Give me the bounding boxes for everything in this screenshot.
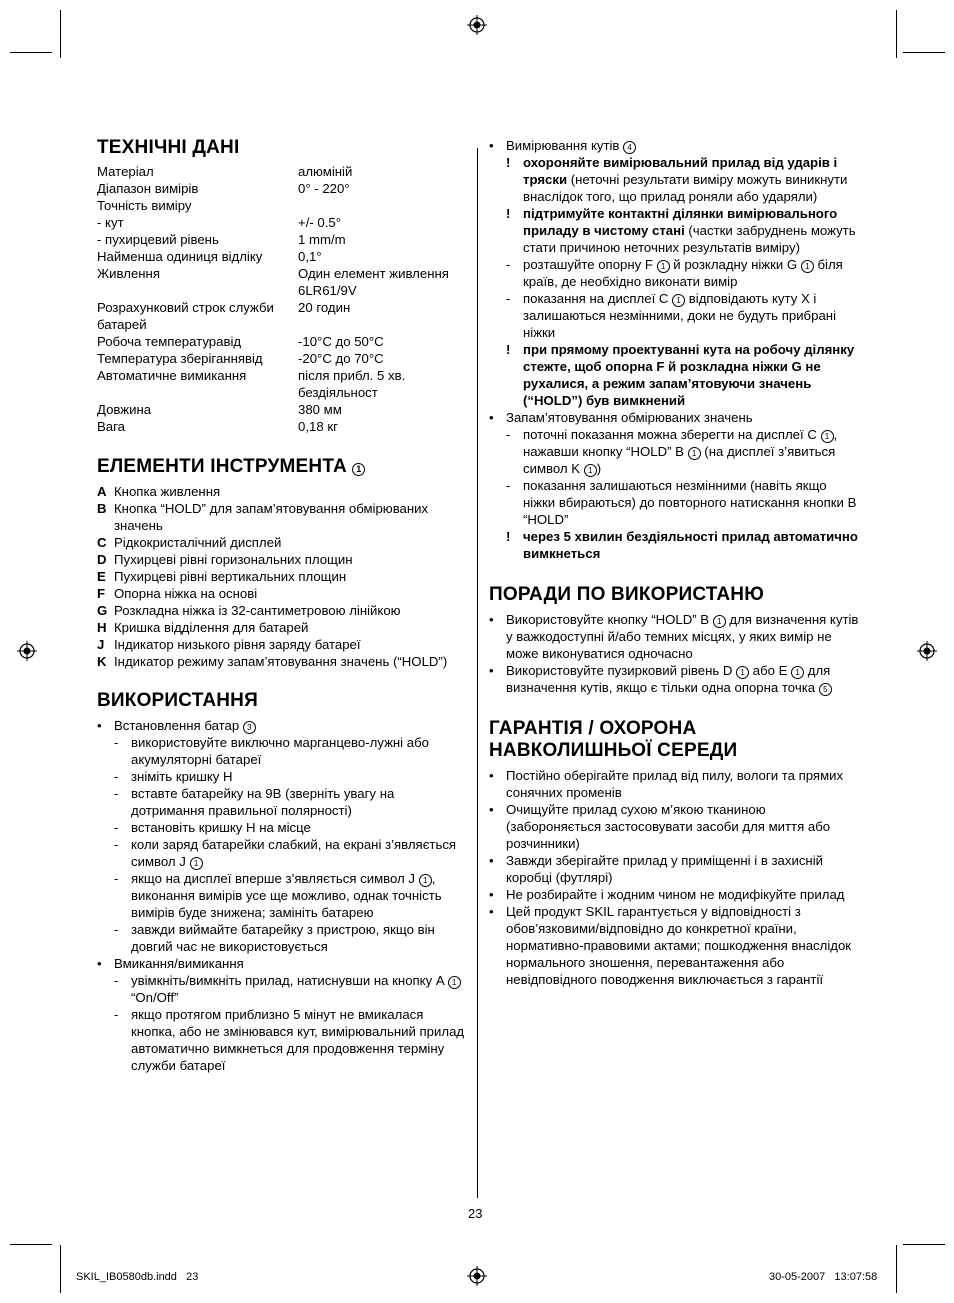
- spec-value: 20 годин: [298, 300, 351, 315]
- element-text: Розкладна ніжка із 32-сантиметровою лінійкою: [114, 603, 401, 618]
- list-item: - увімкніть/вимкніть прилад, натиснувши на кнопку A 1 “On/Off”: [97, 972, 469, 1006]
- column-divider: [477, 148, 478, 1198]
- figure-ref: 1: [791, 666, 804, 679]
- spec-key: - пухирцевий рівень: [97, 232, 219, 247]
- page-number: 23: [468, 1206, 483, 1221]
- usage-heading: ВИКОРИСТАННЯ: [97, 690, 258, 711]
- tech-data-heading: ТЕХНІЧНІ ДАНІ: [97, 137, 240, 158]
- element-letter: C: [97, 535, 107, 550]
- list-item: • Завжди зберігайте прилад у приміщенні і в захисній коробці (футлярі): [489, 852, 861, 886]
- spec-row: [97, 418, 469, 435]
- figure-ref: 1: [736, 666, 749, 679]
- element-letter: J: [97, 637, 105, 652]
- spec-key: Діапазон вимірів: [97, 181, 199, 196]
- spec-table: [97, 163, 469, 435]
- spec-row: [97, 367, 469, 401]
- element-letter: K: [97, 654, 107, 669]
- warning-item: ! охороняйте вимірювальний прилад від ударів і тряски (неточні результати виміру можуть виникнути внаслідок того, що прилад роняли або ударяли): [506, 155, 848, 204]
- spec-key: Робоча температуравід: [97, 334, 242, 349]
- list-item: • Очищуйте прилад сухою м’якою тканиною (забороняється застосовувати засоби для миття або розчинники): [489, 801, 861, 852]
- tool-elements-title: ЕЛЕМЕНТИ ІНСТРУМЕНТА: [97, 456, 347, 477]
- spec-key: Вага: [97, 419, 125, 434]
- list-item: • Вмикання/вимикання: [97, 955, 469, 972]
- element-letter: E: [97, 569, 106, 584]
- list-item: [97, 568, 469, 585]
- usage-section: [97, 717, 469, 1074]
- tips-section: [489, 611, 861, 696]
- list-item: [97, 636, 469, 653]
- spec-value: після прибл. 5 хв. бездіяльност: [298, 368, 406, 400]
- list-item: • Запам’ятовування обмірюваних значень: [489, 409, 861, 426]
- right-column: [489, 137, 861, 988]
- list-item: [97, 483, 469, 500]
- crop-mark: [903, 1244, 945, 1245]
- tips-heading: ПОРАДИ ПО ВИКОРИСТАНЮ: [489, 584, 765, 605]
- list-item: [97, 534, 469, 551]
- list-item: - якщо на дисплеї вперше з’являється символ J 1 , виконання вимірів усе ще можливо, однак точність вимірів буде знижена; замініть батарею: [114, 871, 442, 920]
- spec-key: Точність виміру: [97, 198, 192, 213]
- tool-elements-heading: [97, 456, 469, 478]
- crop-mark: [10, 52, 52, 53]
- spec-row: [97, 180, 469, 197]
- figure-ref: 1: [672, 294, 685, 307]
- figure-ref: 1: [688, 447, 701, 460]
- spec-key: Матеріал: [97, 164, 154, 179]
- spec-row: [97, 163, 469, 180]
- list-item: - зніміть кришку H: [114, 769, 233, 784]
- warranty-text: Постійно оберігайте прилад від пилу, вологи та прямих сонячних променів: [506, 768, 844, 800]
- element-letter: A: [97, 484, 107, 499]
- element-letter: D: [97, 552, 107, 567]
- warranty-title-line1: ГАРАНТІЯ / ОХОРОНА: [489, 718, 697, 739]
- warranty-list: [489, 767, 861, 988]
- element-text: Кнопка живлення: [114, 484, 221, 499]
- warranty-text: Завжди зберігайте прилад у приміщенні і в захисній коробці (футлярі): [506, 853, 824, 885]
- list-item: - завжди виймайте батарейку з пристрою, якщо він довгий час не використовується: [114, 922, 435, 954]
- figure-ref: 1: [801, 260, 814, 273]
- list-item: - встановіть кришку H на місце: [114, 820, 311, 835]
- spec-row: [97, 333, 469, 350]
- spec-row: [97, 197, 469, 214]
- elements-list: [97, 483, 469, 670]
- figure-ref: 1: [419, 874, 432, 887]
- element-text: Рідкокристалічний дисплей: [114, 535, 282, 550]
- figure-ref: 4: [623, 141, 636, 154]
- spec-key: Довжина: [97, 402, 152, 417]
- spec-key: Живлення: [97, 266, 160, 281]
- element-text: Кришка відділення для батарей: [114, 620, 309, 635]
- list-item: • Використовуйте пузирковий рівень D 1 або E 1 для визначення кутів, якщо є тільки одна опорна точка 5: [489, 663, 831, 695]
- spec-row: [97, 248, 469, 265]
- figure-ref: 3: [243, 721, 256, 734]
- store-label: Запам’ятовування обмірюваних значень: [506, 410, 753, 425]
- list-item: - коли заряд батарейки слабкий, на екрані з’являється символ J 1: [114, 837, 457, 869]
- figure-ref: 1: [352, 463, 365, 476]
- list-item: - поточні показання можна зберегти на дисплеї C 1 , нажавши кнопку “HOLD” B 1 (на дисплеї з’явиться символ K 1 ): [506, 427, 838, 476]
- element-letter: G: [97, 603, 108, 618]
- figure-ref: 1: [713, 615, 726, 628]
- crop-mark: [896, 1245, 897, 1293]
- footer-date: 30-05-2007 13:07:58: [769, 1271, 878, 1283]
- element-text: Опорна ніжка на основі: [114, 586, 258, 601]
- list-item: - використовуйте виключно марганцево-лужні або акумуляторні батареї: [114, 735, 429, 767]
- warning-item: ! при прямому проектуванні кута на робочу ділянку стежте, щоб опорна F й розкладна ніжки G не рухалися, а режим запам’ятовуючи значень (“HOLD”) був вимкнений: [506, 342, 855, 408]
- spec-value: +/- 0.5°: [298, 215, 342, 230]
- crop-mark: [10, 1244, 52, 1245]
- figure-ref: 5: [819, 683, 832, 696]
- angle-section: [489, 137, 861, 562]
- warranty-text: Очищуйте прилад сухою м’якою тканиною (забороняється застосовувати засоби для миття або розчинники): [506, 802, 831, 851]
- warranty-title-line2: НАВКОЛИШНЬОЇ СЕРЕДИ: [489, 740, 738, 761]
- list-item: [97, 602, 469, 619]
- crop-mark: [903, 52, 945, 53]
- spec-key: - кут: [97, 215, 124, 230]
- spec-row: [97, 214, 469, 231]
- registration-mark-icon: [467, 1266, 487, 1286]
- spec-value: 0,1°: [298, 249, 322, 264]
- element-text: Пухирцеві рівні вертикальних площин: [114, 569, 347, 584]
- crop-mark: [60, 10, 61, 58]
- spec-row: [97, 401, 469, 418]
- list-item: • Встановлення батар 3: [97, 717, 469, 734]
- list-item: - показання на дисплеї C 1 відповідають куту X і залишаються незмінними, доки не будуть прибрані ніжки: [506, 291, 836, 340]
- warranty-heading: [489, 718, 861, 762]
- spec-row: [97, 231, 469, 248]
- element-letter: B: [97, 501, 107, 516]
- element-letter: F: [97, 586, 106, 601]
- list-item: [97, 653, 469, 670]
- list-item: - розташуйте опорну F 1 й розкладну ніжки G 1 біля країв, де необхідно виконати вимір: [506, 257, 843, 289]
- spec-row: [97, 265, 469, 299]
- list-item: [97, 619, 469, 636]
- left-column: [97, 137, 469, 1074]
- list-item: • Використовуйте кнопку “HOLD” B 1 для визначення кутів у важкодоступні й/або темних місцях, у яких вимір не може виконуватися одночасно: [489, 612, 859, 661]
- spec-value: 0,18 кг: [298, 419, 338, 434]
- list-item: • Вимірювання кутів 4: [489, 137, 861, 154]
- spec-value: 1 mm/m: [298, 232, 346, 247]
- list-item: • Не розбирайте і жодним чином не модифікуйте прилад: [489, 886, 861, 903]
- registration-mark-icon: [467, 15, 487, 35]
- spec-value: [298, 197, 469, 214]
- crop-mark: [60, 1245, 61, 1293]
- list-item: [97, 551, 469, 568]
- element-letter: H: [97, 620, 107, 635]
- spec-key: Найменша одиниця відліку: [97, 249, 263, 264]
- element-text: Кнопка “HOLD” для запам’ятовування обмірюваних значень: [114, 501, 429, 533]
- power-label: Вмикання/вимикання: [114, 956, 244, 971]
- spec-key: Температура зберіганнявід: [97, 351, 263, 366]
- spec-key: Розрахунковий строк служби батарей: [97, 300, 274, 332]
- list-item: • Цей продукт SKIL гарантується у відповідності з обов’язковими/відповідно до конкретної країни, нормативно-правовими актами; пошкодження внаслідок нормального зношення, перевантаження або невідповідного поводження виключається з гарантії: [489, 903, 861, 988]
- warranty-text: Не розбирайте і жодним чином не модифікуйте прилад: [506, 887, 845, 902]
- spec-key: Автоматичне вимикання: [97, 368, 247, 383]
- list-item: - показання залишаються незмінними (навіть якщо ніжки вбираються) до повторного натискання кнопки B “HOLD”: [506, 478, 857, 527]
- registration-mark-icon: [17, 641, 37, 661]
- footer-file: SKIL_IB0580db.indd 23: [76, 1271, 199, 1283]
- figure-ref: 1: [657, 260, 670, 273]
- figure-ref: 1: [448, 976, 461, 989]
- list-item: - вставте батарейку на 9В (зверніть увагу на дотримання правильної полярності): [114, 786, 395, 818]
- spec-value: алюміній: [298, 164, 353, 179]
- angle-label: Вимірювання кутів: [506, 138, 620, 153]
- warning-item: ! через 5 хвилин бездіяльності прилад автоматично вимкнеться: [506, 529, 858, 561]
- spec-value: -10°C до 50°C: [298, 334, 384, 349]
- spec-value: 0° - 220°: [298, 181, 350, 196]
- figure-ref: 1: [584, 464, 597, 477]
- battery-label: Встановлення батар: [114, 718, 240, 733]
- list-item: • Постійно оберігайте прилад від пилу, вологи та прямих сонячних променів: [489, 767, 861, 801]
- spec-row: [97, 350, 469, 367]
- warranty-text: Цей продукт SKIL гарантується у відповідності з обов’язковими/відповідно до конкретної країни, нормативно-правовими актами; пошкодження внаслідок нормального зношення, перевантаження або невідповідного поводження виключається з гарантії: [506, 904, 852, 987]
- list-item: [97, 585, 469, 602]
- spec-value: 380 мм: [298, 402, 342, 417]
- warning-item: ! підтримуйте контактні ділянки вимірювального приладу в чистому стані (частки забруднень можуть стати причиною неточних результатів виміру): [506, 206, 856, 255]
- list-item: [97, 500, 469, 534]
- element-text: Індикатор режиму запам’ятовування значень (“HOLD”): [114, 654, 448, 669]
- list-item: - якщо протягом приблизно 5 мінут не вмикалася кнопка, або не змінювався кут, вимірювальний прилад автоматично вимкнеться для продовження терміну служби батареї: [114, 1007, 465, 1073]
- spec-row: [97, 299, 469, 333]
- element-text: Індикатор низького рівня заряду батареї: [114, 637, 361, 652]
- registration-mark-icon: [917, 641, 937, 661]
- figure-ref: 1: [190, 857, 203, 870]
- figure-ref: 1: [821, 430, 834, 443]
- spec-value: Один елемент живлення 6LR61/9V: [298, 266, 449, 298]
- element-text: Пухирцеві рівні горизональних площин: [114, 552, 353, 567]
- spec-value: -20°C до 70°C: [298, 351, 384, 366]
- crop-mark: [896, 10, 897, 58]
